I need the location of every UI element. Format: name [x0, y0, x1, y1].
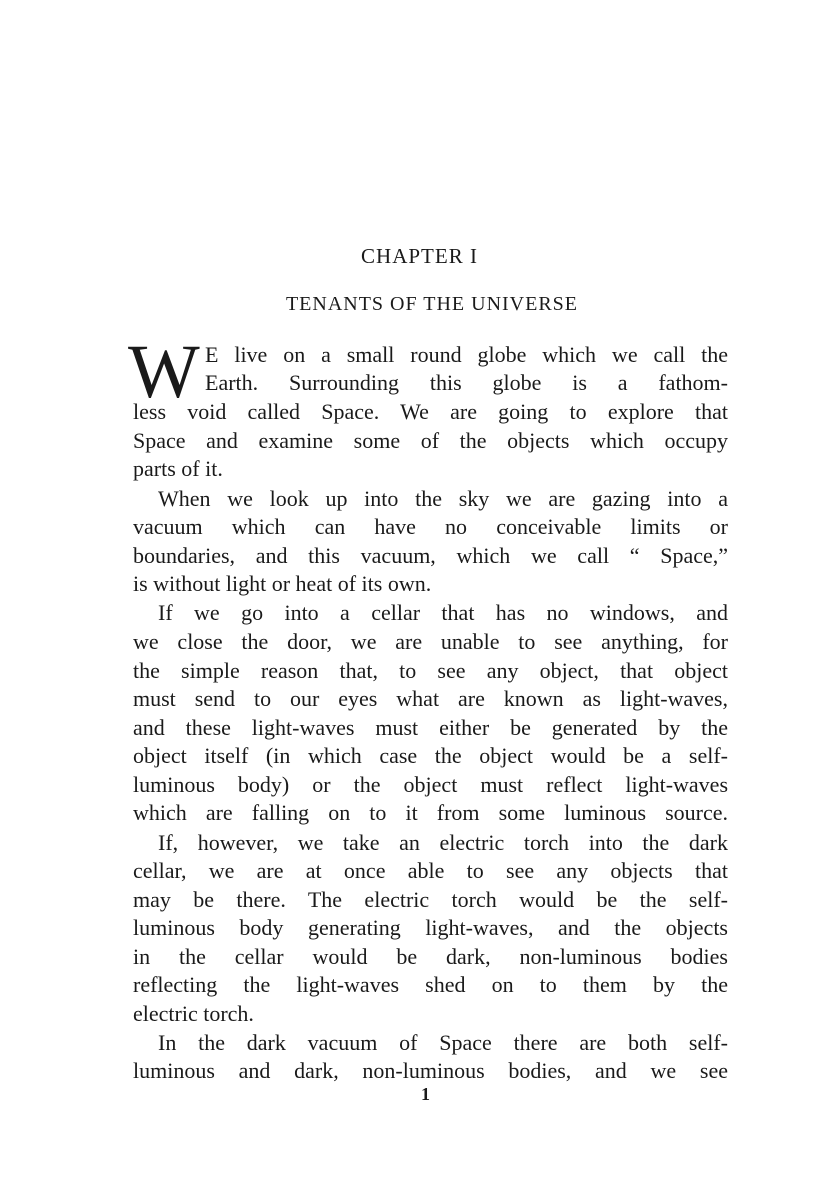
text-line: In the dark vacuum of Space there are both self- — [158, 1030, 728, 1055]
text-line: is without light or heat of its own. — [133, 571, 432, 596]
text-line: electric torch. — [133, 1001, 254, 1026]
text-line: and these light-waves must either be generated by the — [133, 715, 728, 740]
text-line: less void called Space. We are going to explore that — [133, 399, 728, 424]
text-line: If, however, we take an electric torch into the dark — [158, 830, 728, 855]
text-line: vacuum which can have no conceivable limits or — [133, 514, 728, 539]
text-line: If we go into a cellar that has no windows, and — [158, 600, 728, 625]
text-line: luminous and dark, non-luminous bodies, and we see — [133, 1058, 728, 1083]
text-line: object itself (in which case the object would be a self- — [133, 743, 728, 768]
text-line: Space and examine some of the objects which occupy — [133, 428, 728, 453]
text-line: E live on a small round globe which we call the — [205, 342, 728, 367]
text-line: luminous body generating light-waves, and the objects — [133, 915, 728, 940]
text-line: cellar, we are at once able to see any objects that — [133, 858, 728, 883]
page-number: 1 — [421, 1084, 430, 1104]
text-line: When we look up into the sky we are gazing into a — [158, 486, 728, 511]
text-line: may be there. The electric torch would be the self- — [133, 887, 728, 912]
text-line: boundaries, and this vacuum, which we call “ Space,” — [133, 543, 728, 568]
text-line: the simple reason that, to see any object, that object — [133, 658, 728, 683]
chapter-title: TENANTS OF THE UNIVERSE — [285, 293, 579, 315]
chapter-number: CHAPTER I — [361, 244, 478, 268]
text-line: parts of it. — [133, 456, 223, 481]
text-line: which are falling on to it from some luminous source. — [133, 800, 728, 825]
text-line: reflecting the light-waves shed on to them by the — [133, 972, 728, 997]
text-line: we close the door, we are unable to see anything, for — [133, 629, 728, 654]
text-line: in the cellar would be dark, non-luminous bodies — [133, 944, 728, 969]
drop-cap: W — [128, 330, 200, 414]
text-line: must send to our eyes what are known as light-waves, — [133, 686, 728, 711]
text-line: luminous body) or the object must reflect light-waves — [133, 772, 728, 797]
text-line: Earth. Surrounding this globe is a fathom- — [205, 370, 728, 395]
